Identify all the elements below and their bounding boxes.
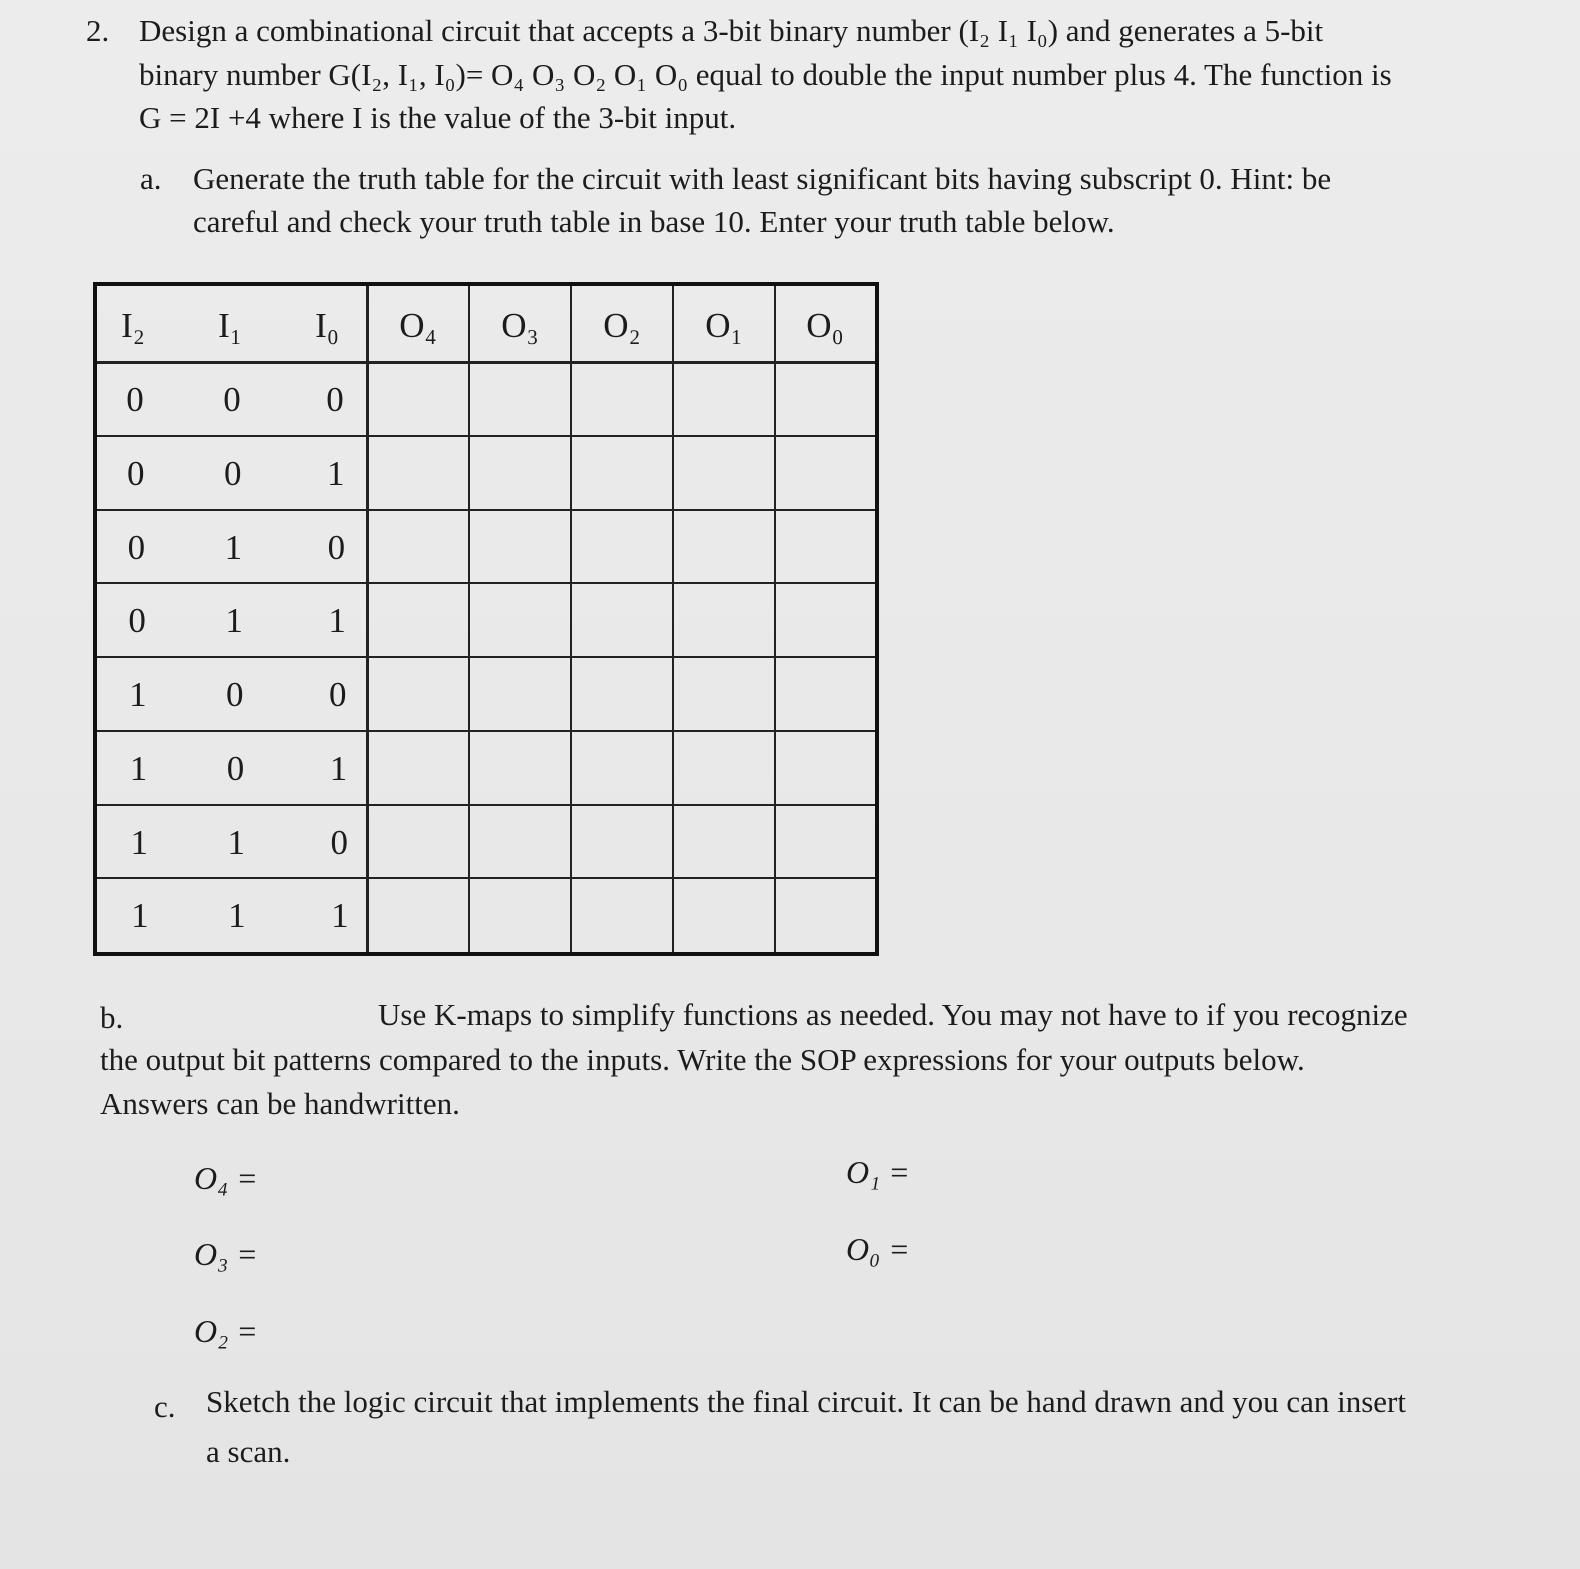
table-cell-output[interactable] (469, 657, 571, 731)
table-cell-output[interactable] (367, 362, 469, 436)
table-header-output: O₂ (603, 306, 641, 345)
table-cell-output[interactable] (775, 657, 875, 731)
truth-table (93, 282, 879, 956)
table-cell-output[interactable] (367, 657, 469, 731)
part-b-line-2: the output bit patterns compared to the inputs. Write the SOP expressions for your outputs below. (100, 1042, 1305, 1077)
table-cell-output[interactable] (775, 362, 875, 436)
table-cell-input: 0 (326, 380, 344, 419)
equation-o1[interactable]: O₁ = (846, 1154, 910, 1190)
table-cell-output[interactable] (775, 583, 875, 657)
table-cell-output[interactable] (469, 510, 571, 584)
table-cell-output[interactable] (571, 805, 673, 879)
table-cell-output[interactable] (673, 510, 775, 584)
table-cell-output[interactable] (673, 362, 775, 436)
table-cell-output[interactable] (775, 805, 875, 879)
table-cell-output[interactable] (673, 657, 775, 731)
table-cell-input: 0 (330, 822, 348, 862)
table-cell-output[interactable] (673, 805, 775, 879)
table-cell-input: 1 (129, 675, 147, 714)
table-header-output: O₀ (806, 306, 844, 345)
part-a-line-2: careful and check your truth table in base 10. Enter your truth table below. (193, 204, 1115, 239)
table-cell-output[interactable] (571, 362, 673, 436)
table-cell-input: 1 (331, 896, 349, 936)
table-cell-input: 1 (326, 453, 345, 493)
table-cell-input: 0 (126, 453, 145, 493)
table-cell-output[interactable] (673, 731, 775, 805)
table-cell-input: 1 (228, 896, 246, 936)
table-cell-output[interactable] (469, 362, 571, 436)
table-cell-output[interactable] (673, 583, 775, 657)
table-header-input: I₀ (315, 306, 339, 345)
table-cell-output[interactable] (571, 657, 673, 731)
table-cell-input: 1 (130, 822, 148, 862)
table-cell-output[interactable] (775, 878, 875, 952)
equation-o2[interactable]: O₂ = (194, 1313, 258, 1349)
table-cell-output[interactable] (367, 878, 469, 952)
table-cell-input: 1 (328, 601, 346, 641)
part-c-label: c. (154, 1389, 176, 1424)
table-header-output: O₃ (501, 306, 539, 345)
table-cell-output[interactable] (367, 583, 469, 657)
table-cell-output[interactable] (469, 583, 571, 657)
table-cell-output[interactable] (469, 731, 571, 805)
table-cell-input: 0 (327, 527, 346, 567)
table-cell-input: 0 (223, 453, 242, 493)
part-c-line-2: a scan. (206, 1434, 291, 1469)
table-cell-output[interactable] (367, 436, 469, 510)
table-cell-input: 0 (329, 675, 347, 714)
table-cell-input: 0 (128, 601, 146, 641)
table-cell-output[interactable] (571, 878, 673, 952)
part-a-line-1: Generate the truth table for the circuit with least significant bits having subscript 0. Hint: be (193, 161, 1332, 196)
table-cell-output[interactable] (775, 436, 875, 510)
table-cell-output[interactable] (367, 805, 469, 879)
table-cell-output[interactable] (367, 731, 469, 805)
part-b-line-3: Answers can be handwritten. (100, 1086, 460, 1121)
table-header-output: O₄ (399, 306, 437, 345)
part-b-line-1: Use K-maps to simplify functions as needed. You may not have to if you recognize (378, 997, 1408, 1032)
table-cell-input: 0 (127, 527, 146, 567)
truth-table-grid (97, 286, 875, 952)
table-cell-output[interactable] (469, 878, 571, 952)
table-cell-input: 1 (129, 748, 148, 788)
question-line-3: G = 2I +4 where I is the value of the 3-bit input. (139, 100, 737, 135)
table-cell-input: 0 (226, 675, 244, 714)
equation-o3[interactable]: O₃ = (194, 1236, 258, 1272)
part-c-line-1: Sketch the logic circuit that implements the final circuit. It can be hand drawn and you can insert (206, 1384, 1406, 1419)
question-line-2: binary number G(I₂, I₁, I₀)= O₄ O₃ O₂ O₁ O₀ equal to double the input number plus 4. The function is (139, 57, 1392, 92)
table-cell-input: 1 (131, 896, 149, 936)
table-header-input: I₁ (218, 306, 242, 345)
table-cell-input: 1 (227, 822, 245, 862)
table-cell-output[interactable] (367, 510, 469, 584)
table-cell-output[interactable] (571, 510, 673, 584)
table-cell-output[interactable] (673, 878, 775, 952)
table-cell-input: 0 (226, 748, 245, 788)
table-cell-output[interactable] (571, 436, 673, 510)
table-cell-output[interactable] (571, 731, 673, 805)
table-cell-input: 0 (223, 380, 241, 419)
part-a-label: a. (140, 161, 162, 196)
table-cell-input: 1 (224, 527, 243, 567)
equation-o4[interactable]: O₄ = (194, 1160, 258, 1196)
table-cell-output[interactable] (571, 583, 673, 657)
table-cell-output[interactable] (775, 510, 875, 584)
table-cell-input: 1 (225, 601, 243, 641)
table-header-input: I₂ (121, 306, 145, 345)
table-header-output: O₁ (705, 306, 743, 345)
table-cell-output[interactable] (469, 436, 571, 510)
table-cell-input: 1 (329, 748, 348, 788)
table-cell-input: 0 (126, 380, 144, 419)
table-cell-output[interactable] (469, 805, 571, 879)
table-cell-output[interactable] (775, 731, 875, 805)
table-cell-output[interactable] (673, 436, 775, 510)
part-b-label: b. (100, 1000, 124, 1035)
equation-o0[interactable]: O₀ = (846, 1231, 910, 1267)
question-line-1: Design a combinational circuit that accepts a 3-bit binary number (I₂ I₁ I₀) and generates a 5-bit (139, 13, 1324, 48)
question-number: 2. (86, 13, 110, 48)
